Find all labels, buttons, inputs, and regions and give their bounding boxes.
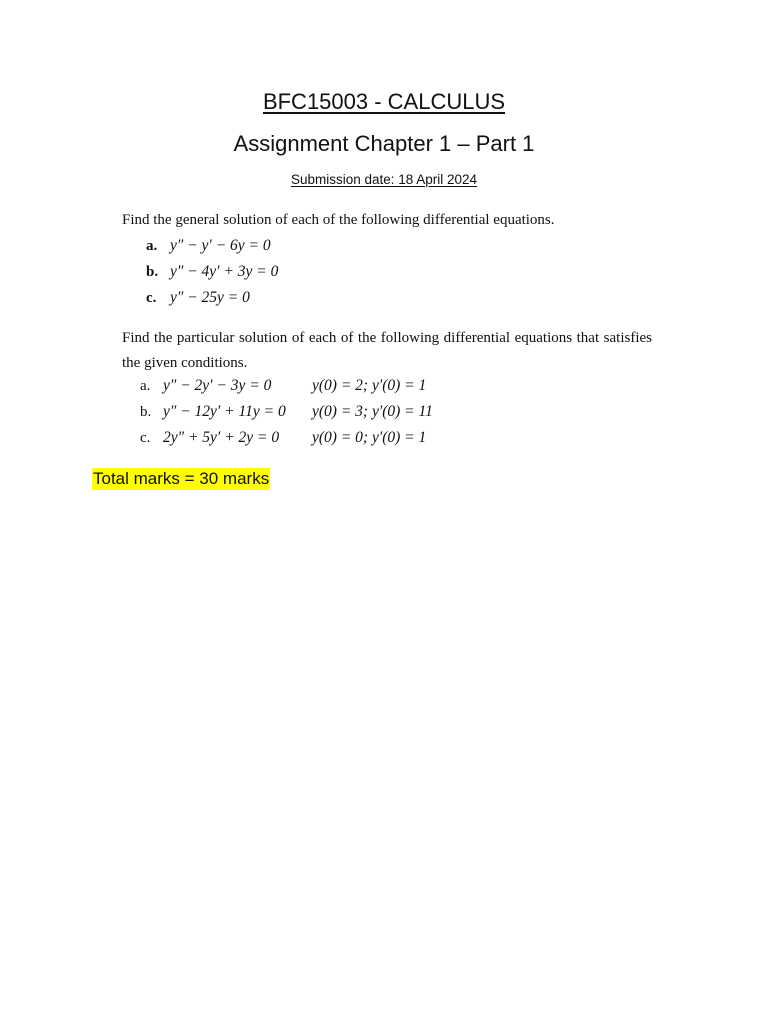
item-label: b. (140, 404, 152, 420)
initial-conditions: y(0) = 2; y′(0) = 1 (312, 377, 427, 394)
assignment-title: Assignment Chapter 1 – Part 1 (233, 131, 535, 156)
submission-date: Submission date: 18 April 2024 (290, 172, 478, 187)
total-marks-highlight: Total marks = 30 marks (93, 469, 270, 488)
equation: y″ − 12y′ + 11y = 0 (163, 403, 286, 420)
equation: y″ − 4y′ + 3y = 0 (170, 263, 279, 280)
initial-conditions: y(0) = 0; y′(0) = 1 (312, 429, 427, 446)
equation: y″ − y′ − 6y = 0 (170, 237, 271, 254)
item-label: a. (140, 378, 151, 394)
equation: y″ − 2y′ − 3y = 0 (163, 377, 272, 394)
equation: 2y″ + 5y′ + 2y = 0 (163, 429, 280, 446)
item-label: c. (146, 290, 157, 306)
initial-conditions: y(0) = 3; y′(0) = 11 (312, 403, 433, 420)
question2-intro: Find the particular solution of each of the following differential equations that satisfies the given conditions. (122, 330, 652, 371)
equation: y″ − 25y = 0 (170, 289, 250, 306)
question1-intro: Find the general solution of each of the following differential equations. (122, 212, 555, 228)
item-label: a. (146, 238, 158, 254)
item-label: c. (140, 430, 151, 446)
item-label: b. (146, 264, 159, 280)
course-title: BFC15003 - CALCULUS (262, 89, 506, 114)
